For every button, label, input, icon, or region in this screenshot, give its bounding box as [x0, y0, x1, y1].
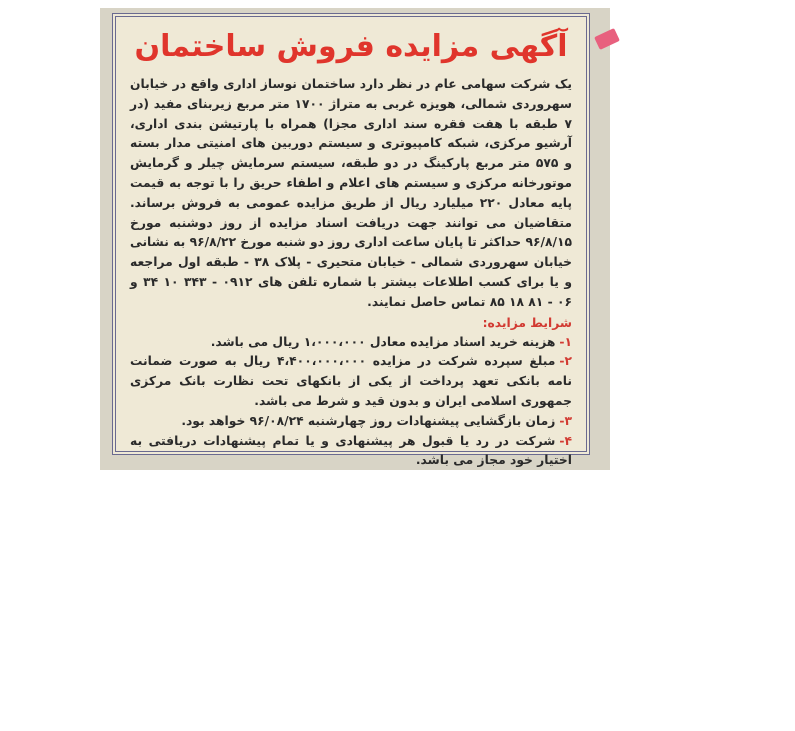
condition-text: هزینه خرید اسناد مزایده معادل ۱،۰۰۰،۰۰۰ ریال می باشد. — [210, 334, 556, 349]
condition-number: ۲- — [559, 354, 572, 369]
condition-number: ۱- — [559, 334, 572, 349]
ad-body: یک شرکت سهامی عام در نظر دارد ساختمان نوساز اداری واقع در خیابان سهروردی شمالی، هویزه غربی به متراژ ۱۷۰۰ متر مربع زیربنای مفید (در ۷ طبقه با هفت فقره سند اداری مجزا) همراه با پارتیشن بندی اداری، آرشیو مرکزی، شبکه کامپیوتری و سیستم دوربین های امنیتی مدار بسته و ۵۷۵ متر مربع پارکینگ در دو طبقه، سیستم سرمایش چیلر و گرمایش موتورخانه مرکزی و سیستم های اعلام و اطفاء حریق را با توجه به قیمت پایه معادل ۲۲۰ میلیارد ریال از طریق مزایده عمومی به فروش برساند. متقاضیان می توانند جهت دریافت اسناد مزایده از روز دوشنبه مورخ ۹۶/۸/۱۵ حداکثر تا پایان ساعت اداری روز دو شنبه مورخ ۹۶/۸/۲۲ به نشانی خیابان سهروردی شمالی - خیابان متحیری - پلاک ۳۸ - طبقه اول مراجعه و یا برای کسب اطلاعات بیشتر با شماره تلفن های ۰۹۱۲ - ۳۴۳ ۱۰ ۳۴ و ۰۶ - ۸۱ ۱۸ ۸۵ تماس حاصل نمایند. — [130, 77, 573, 309]
condition-item-3 — [130, 412, 572, 432]
auction-advertisement — [112, 13, 590, 468]
condition-text: مبلغ سپرده شرکت در مزایده ۴،۴۰۰،۰۰۰،۰۰۰ ریال به صورت ضمانت نامه بانکی تعهد پرداخت از یکی از بانکهای تحت نظارت بانک مرکزی جمهوری اسلامی ایران و بدون قید و شرط می باشد. — [130, 354, 572, 408]
condition-item-1 — [130, 333, 572, 353]
newspaper-clipping — [100, 8, 610, 470]
condition-number: ۳- — [559, 413, 572, 428]
ad-title: آگهی مزایده فروش ساختمان — [134, 29, 568, 64]
conditions-heading: شرایط مزایده: — [482, 315, 572, 330]
condition-item-2 — [130, 352, 572, 411]
condition-text: شرکت در رد یا قبول هر پیشنهادی و یا تمام پیشنهادات دریافتی به اختیار خود مجاز می باشد. — [130, 433, 572, 468]
condition-number: ۴- — [559, 433, 572, 448]
condition-text: زمان بازگشایی پیشنهادات روز چهارشنبه ۹۶/۰۸/۲۴ خواهد بود. — [181, 413, 556, 428]
condition-item-4 — [130, 432, 572, 472]
